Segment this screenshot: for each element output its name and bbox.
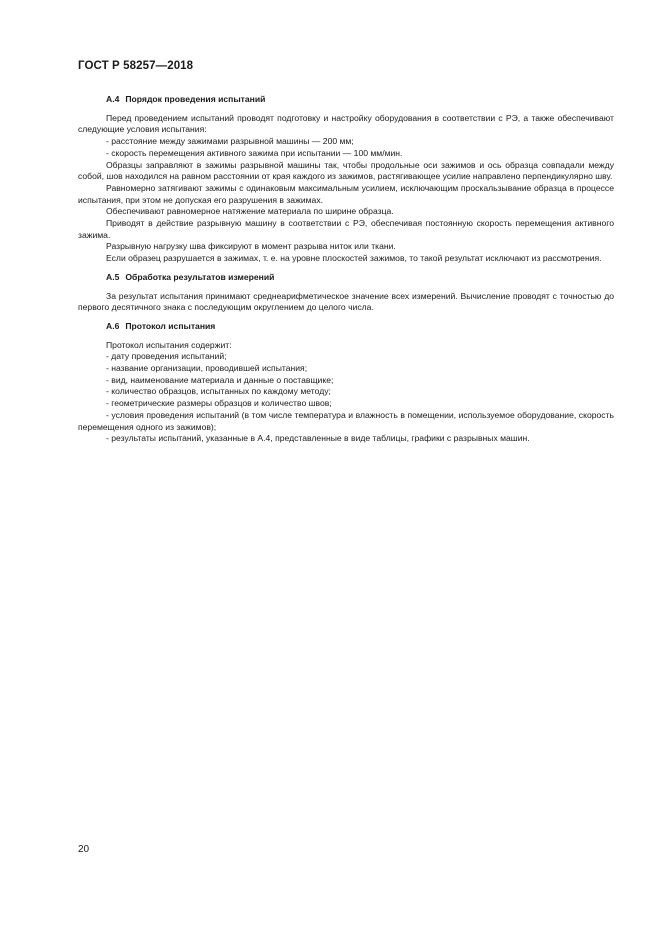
section-title: Протокол испытания — [125, 320, 216, 331]
page-number: 20 — [78, 844, 90, 855]
list-item: - скорость перемещения активного зажима при испытании — 100 мм/мин. — [106, 147, 403, 158]
list-item: - расстояние между зажимами разрывной машины — 200 мм; — [106, 136, 354, 147]
section-number: А.5 — [106, 271, 120, 282]
list-item: - геометрические размеры образцов и количество швов; — [106, 398, 332, 409]
list-item: - количество образцов, испытанных по каждому методу; — [106, 386, 331, 397]
section-heading — [106, 94, 614, 106]
section-title: Обработка результатов измерений — [125, 271, 275, 282]
standard-header: ГОСТ Р 58257—2018 — [78, 60, 194, 72]
list-item: - результаты испытаний, указанные в А.4, представленные в виде таблицы, графики с разрывных машин. — [106, 433, 530, 444]
paragraph: Равномерно затягивают зажимы с одинаковым максимальным усилием, исключающим проскальзывание образца в процессе испытания, при этом не допуская его разрушения в зажимах. — [78, 182, 614, 205]
section-heading — [106, 321, 614, 333]
section-number: А.4 — [106, 94, 120, 104]
section-title: Порядок проведения испытаний — [125, 94, 266, 104]
paragraph: Если образец разрушается в зажимах, т. е. на уровне плоскостей зажимов, то такой результат исключают из рассмотрения. — [106, 253, 602, 264]
section-heading — [106, 272, 614, 284]
paragraph: Разрывную нагрузку шва фиксируют в момент разрыва ниток или ткани. — [106, 241, 396, 252]
section-number: А.6 — [106, 320, 120, 331]
section-a4 — [78, 94, 614, 265]
paragraph: Приводят в действие разрывную машину в соответствии с РЭ, обеспечивая постоянную скорость перемещения активного зажима. — [78, 218, 614, 240]
paragraph: Перед проведением испытаний проводят подготовку и настройку оборудования в соответствии с РЭ, а также обеспечивают следующие условия испытания: — [78, 112, 614, 135]
section-a5 — [78, 272, 614, 314]
list-item: - вид, наименование материала и данные о поставщике; — [106, 374, 334, 385]
paragraph: За результат испытания принимают среднеарифметическое значение всех измерений. Вычисление проводят с точностью до первого десятичного знака с последующим округлением до целого числа. — [78, 290, 614, 313]
section-a6 — [78, 321, 614, 445]
list-item: - дату проведения испытаний; — [106, 351, 227, 362]
list-item: - условия проведения испытаний (в том числе температура и влажность в помещении, используемое оборудование, скорость перемещения одного из зажимов); — [78, 409, 614, 432]
paragraph: Протокол испытания содержит: — [106, 339, 232, 350]
paragraph: Образцы заправляют в зажимы разрывной машины так, чтобы продольные оси зажимов и ось образца совпадали между собой, шов находился на равном расстоянии от края каждого из зажимов, растягивающее усилие направлено перпендикулярно шву. — [78, 159, 614, 182]
list-item: - название организации, проводившей испытания; — [106, 363, 308, 374]
document-content — [78, 94, 614, 445]
paragraph: Обеспечивают равномерное натяжение материала по ширине образца. — [106, 206, 394, 217]
